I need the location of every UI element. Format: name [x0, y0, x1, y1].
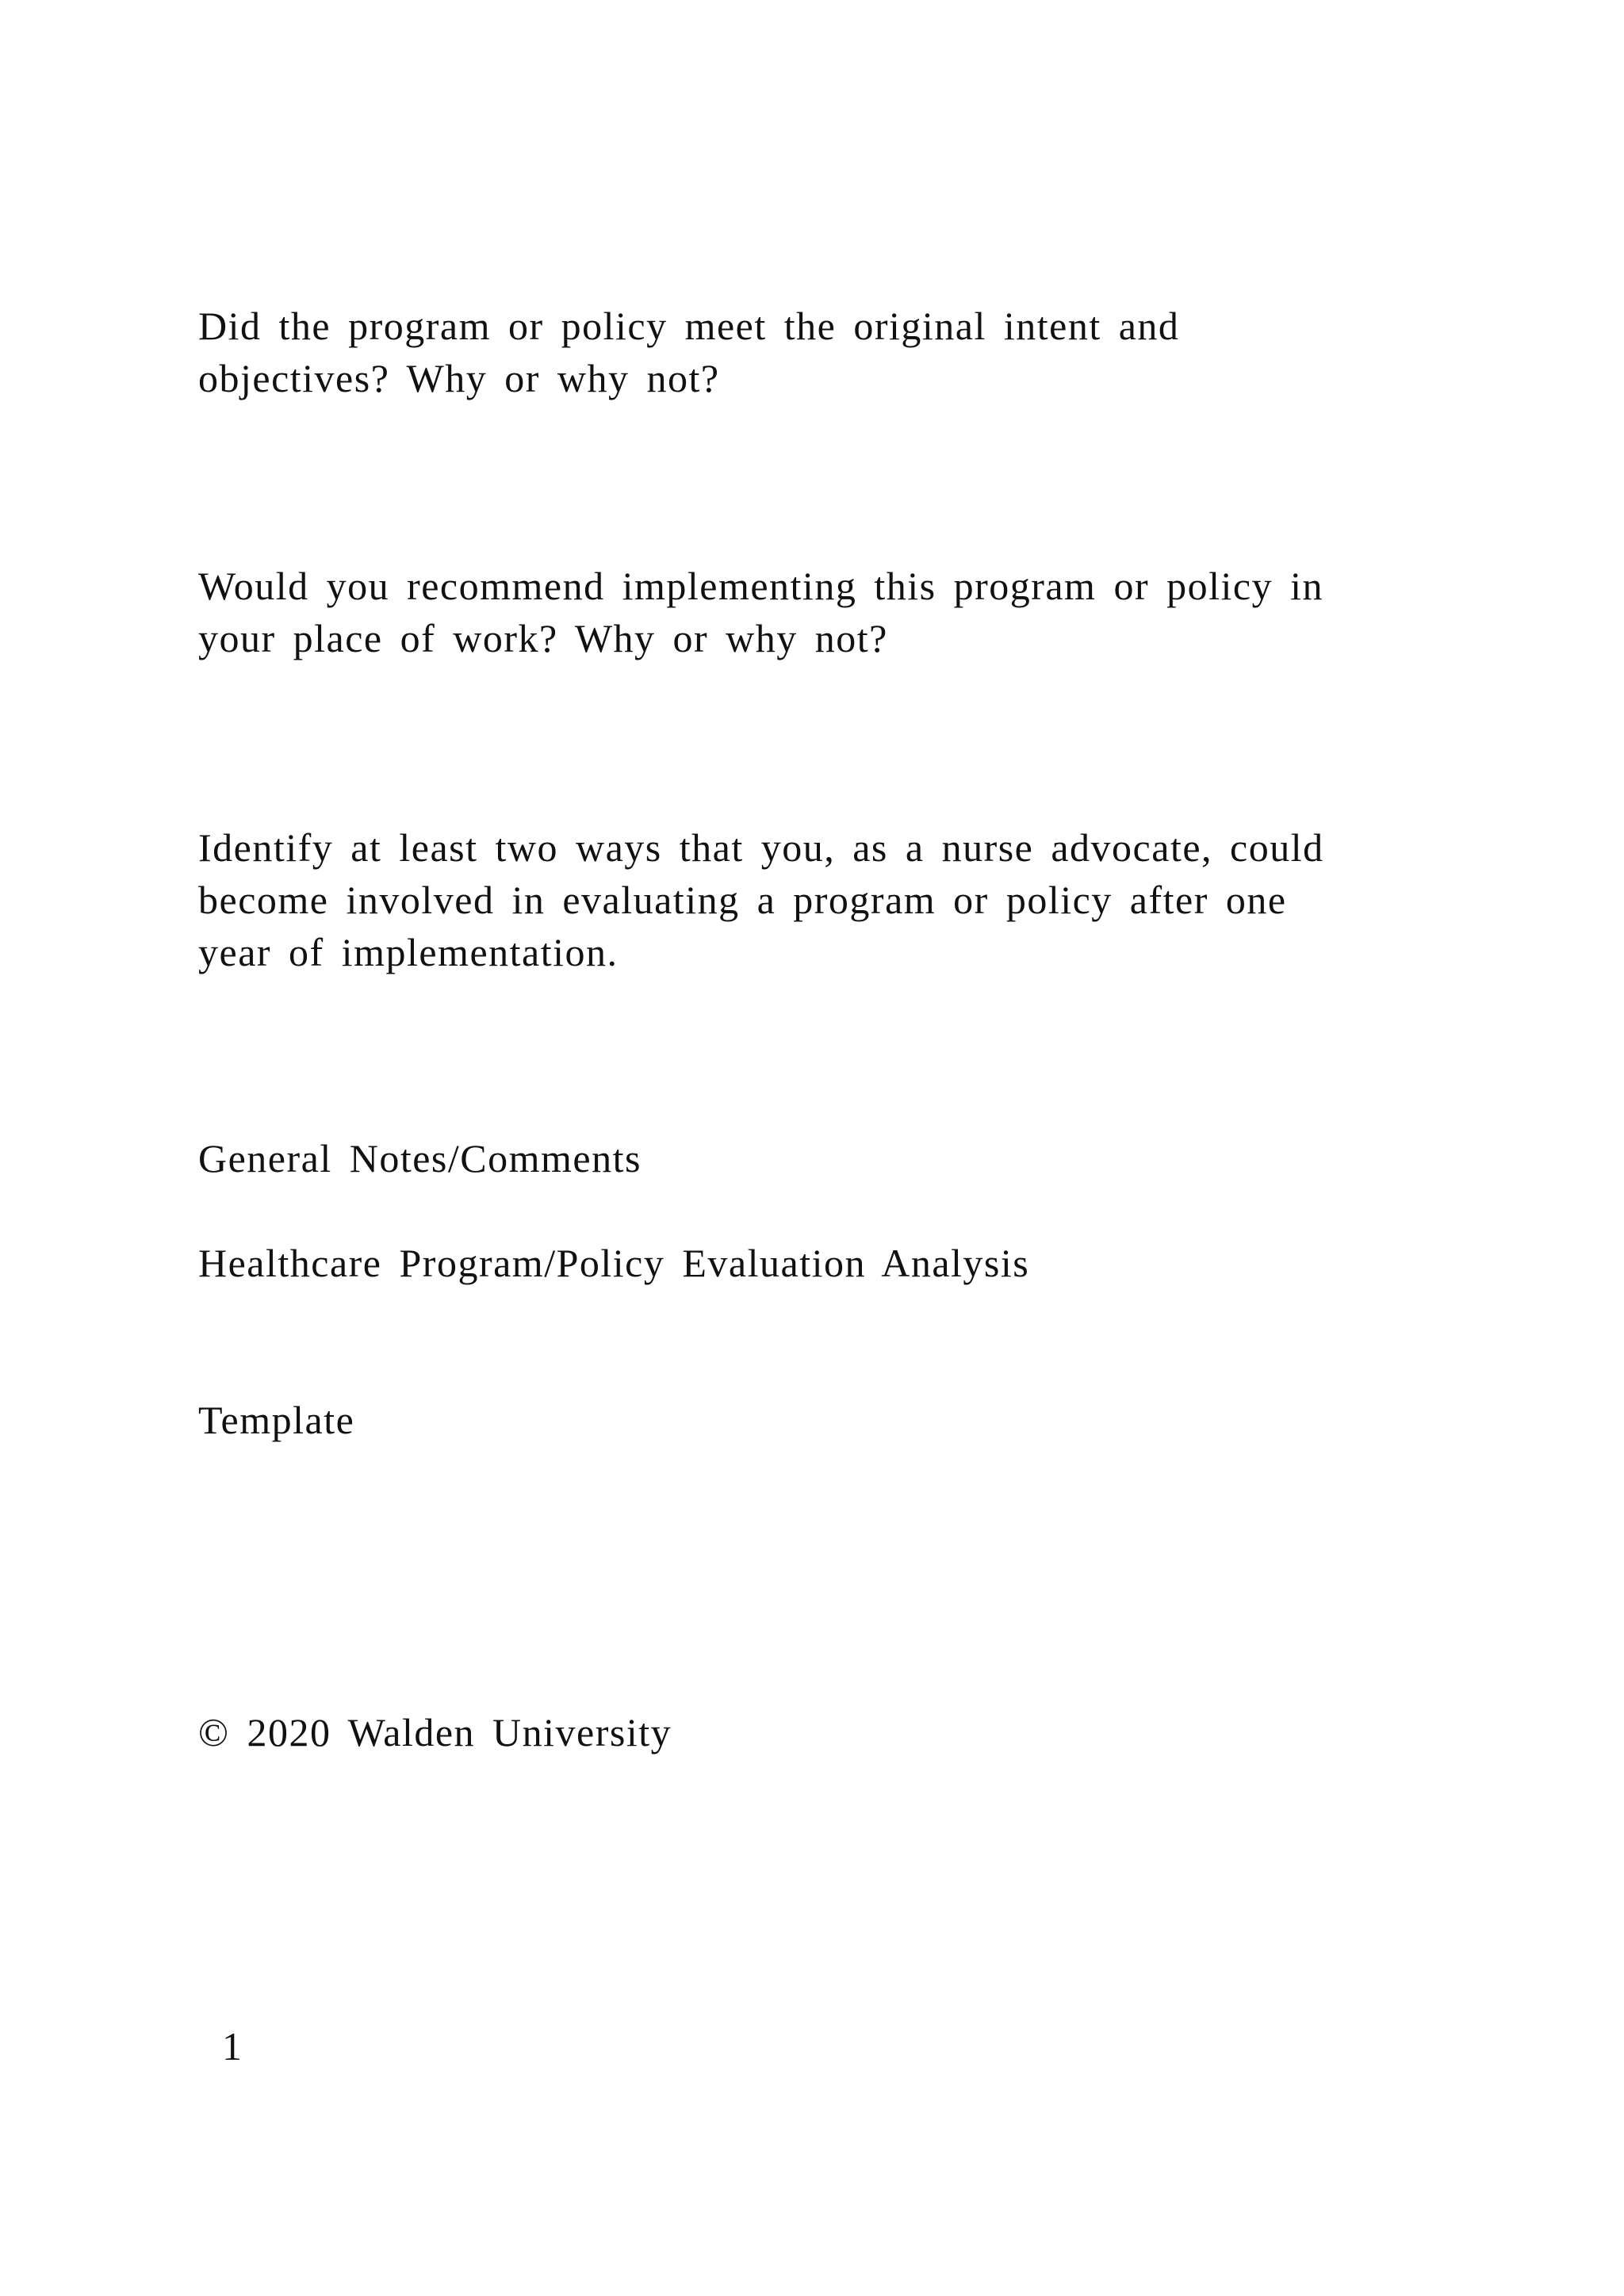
copyright-notice: © 2020 Walden University	[198, 1710, 672, 1755]
question-recommend: Would you recommend implementing this program or policy in your place of work? Why or why not?	[198, 564, 1323, 660]
notes-heading: General Notes/Comments	[198, 1136, 642, 1181]
question-objectives: Did the program or policy meet the original intent and objectives? Why or why not?	[198, 304, 1180, 400]
document-title: Healthcare Program/Policy Evaluation Analysis	[198, 1241, 1030, 1285]
page-number: 1	[222, 2024, 242, 2068]
question-nurse-advocate: Identify at least two ways that you, as a nurse advocate, could become involved in evaluating a program or policy after one year of implementation.	[198, 825, 1324, 974]
document-subtitle: Template	[198, 1398, 355, 1442]
